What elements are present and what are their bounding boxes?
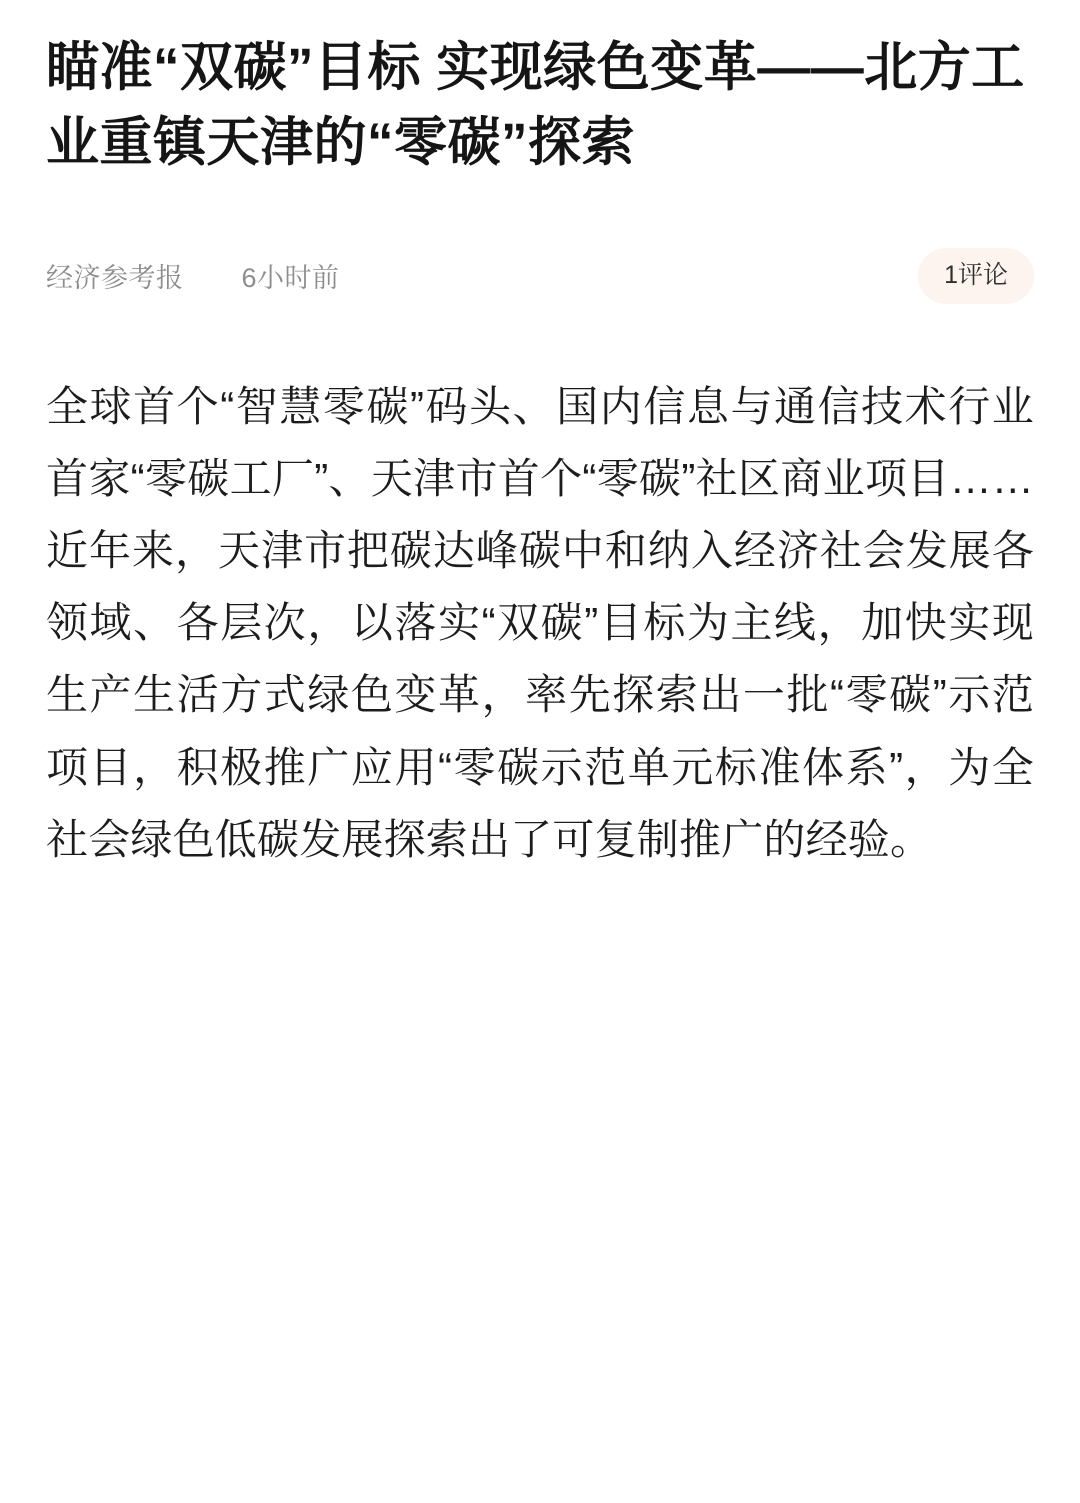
article-source: 经济参考报 <box>46 263 184 293</box>
page-title: 瞄准“双碳”目标 实现绿色变革——北方工业重镇天津的“零碳”探索 <box>46 38 1025 173</box>
article-meta <box>46 247 1034 305</box>
article-body <box>46 371 1034 877</box>
article-paragraph: 全球首个“智慧零碳”码头、国内信息与通信技术行业首家“零碳工厂”、天津市首个“零碳”社区商业项目……近年来，天津市把碳达峰碳中和纳入经济社会发展各领域、各层次，以落实“双碳”目标为主线，加快实现生产生活方式绿色变革，率先探索出一批“零碳”示范项目，积极推广应用“零碳示范单元标准体系”，为全社会绿色低碳发展探索出了可复制推广的经验。 <box>46 382 1034 863</box>
comment-count-badge[interactable]: 1评论 <box>918 248 1034 304</box>
article-timestamp: 6小时前 <box>241 263 340 293</box>
